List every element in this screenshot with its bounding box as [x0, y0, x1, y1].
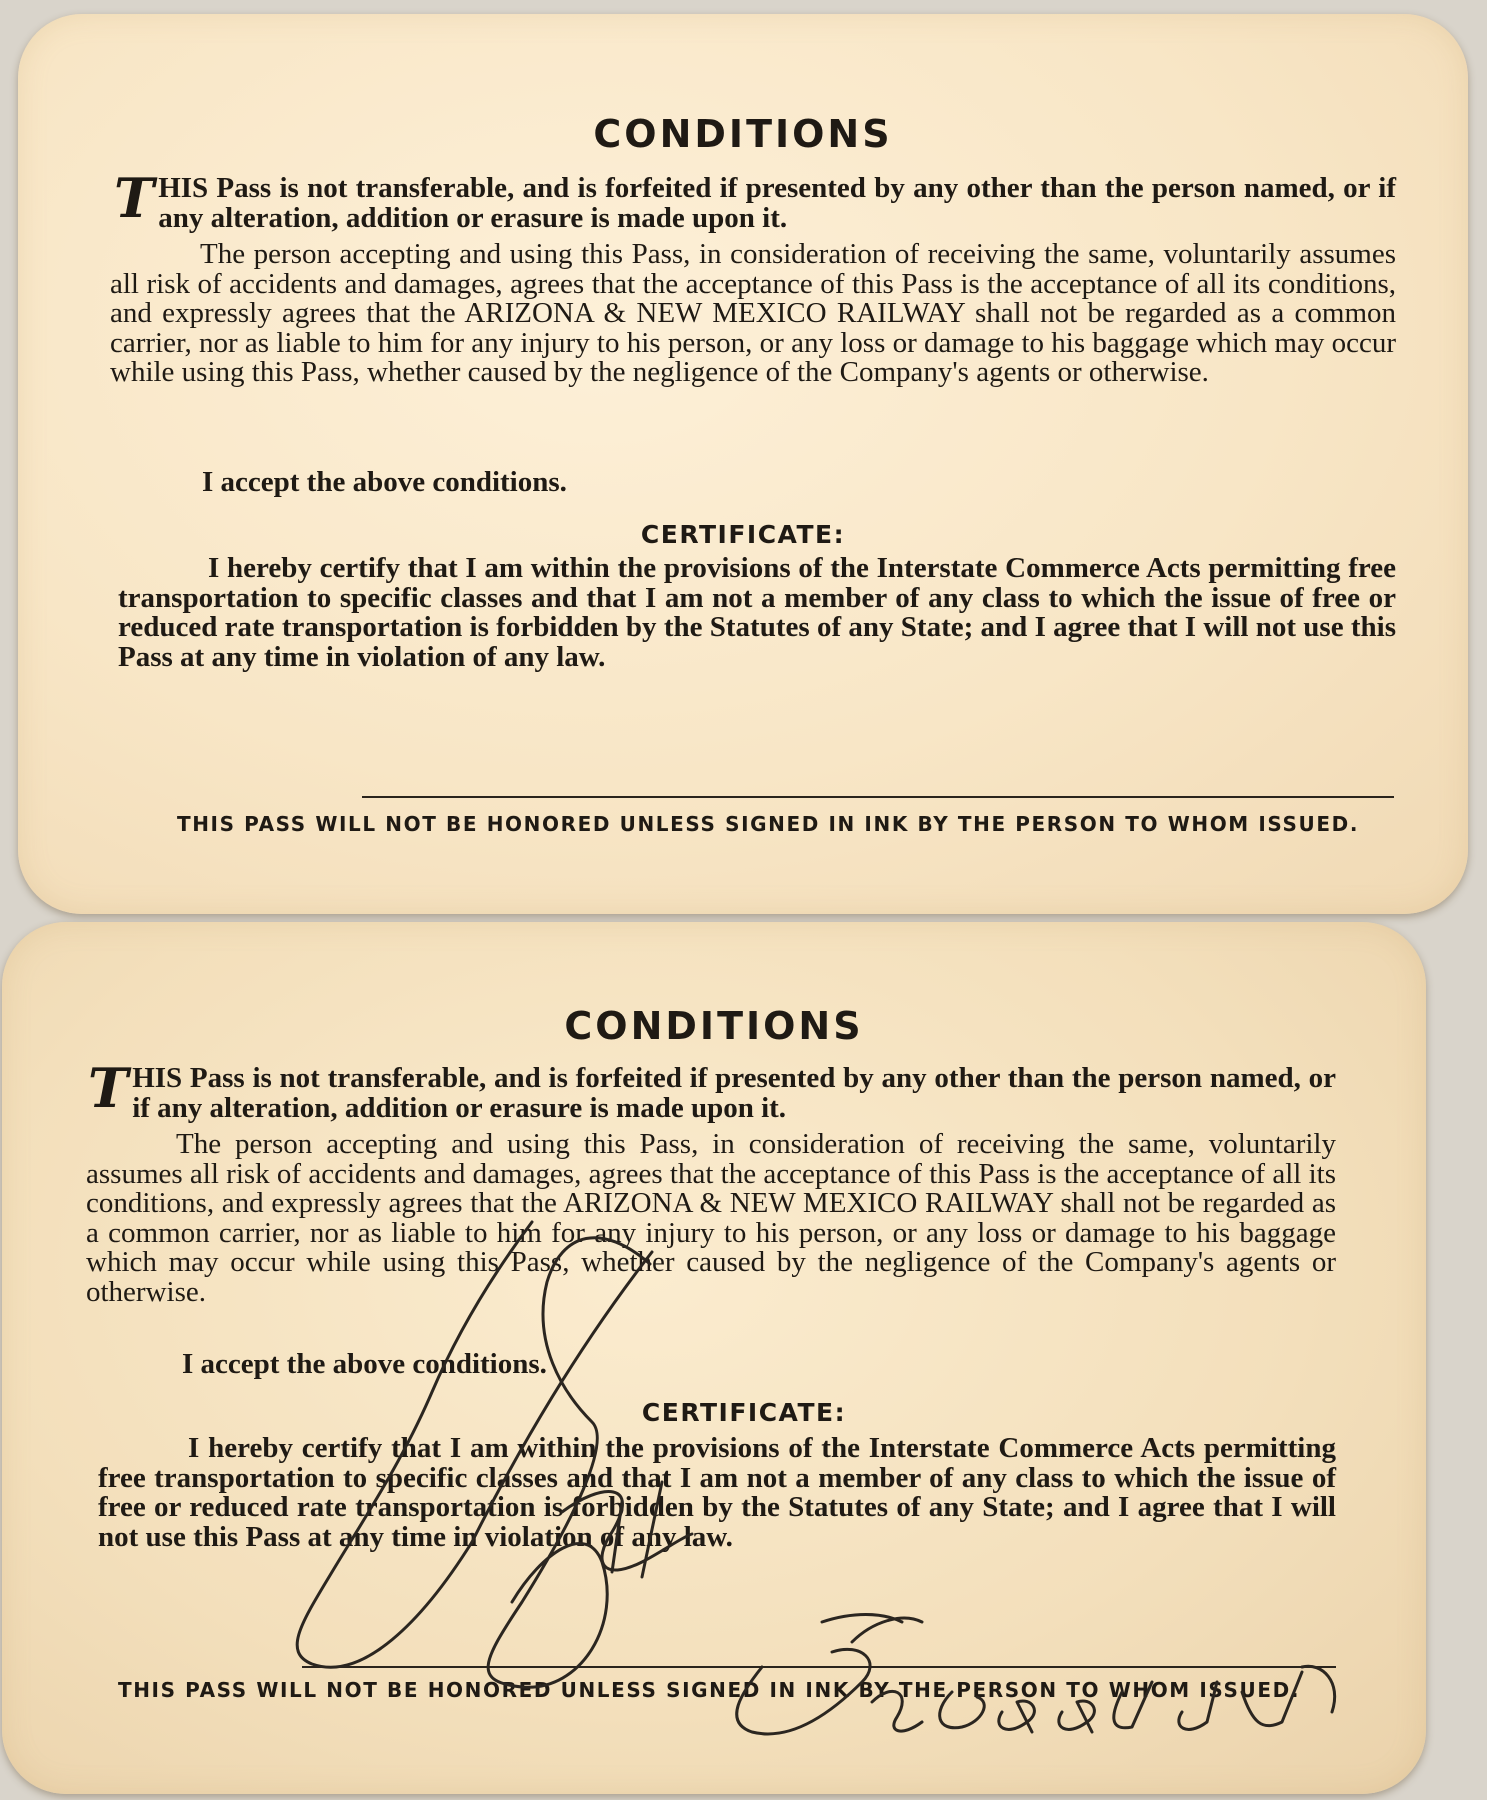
conditions-paragraph-2: The person accepting and using this Pass, in consideration of receiving the same, voluntarily assumes all risk of accidents and damages, agrees that the acceptance of this Pass is the acceptance of all its conditions, and expressly agrees that the ARIZONA & NEW MEXICO RAILWAY shall not be regarded as a common carrier, nor as liable to him for any injury to his person, or any loss or damage to his baggage which may occur while using this Pass, whether caused by the negligence of the Company's agents or otherwise.	[110, 238, 1396, 388]
certificate-heading: CERTIFICATE:	[640, 520, 846, 549]
accept-statement: I accept the above conditions.	[202, 466, 567, 498]
drop-cap: T	[114, 166, 155, 230]
pass-card-top	[18, 14, 1468, 914]
conditions-heading: CONDITIONS	[593, 112, 893, 156]
footer-notice: THIS PASS WILL NOT BE HONORED UNLESS SIGNED IN INK BY THE PERSON TO WHOM ISSUED.	[117, 1678, 1301, 1702]
certificate-text: I hereby certify that I am within the provisions of the Interstate Commerce Acts permitting free transportation to specific classes and that I am not a member of any class to which the issue of free or reduced rate transportation is forbidden by the Statutes of any State; and I agree that I will not use this Pass at any time in violation of any law.	[98, 1432, 1336, 1553]
certificate-heading: CERTIFICATE:	[641, 1398, 847, 1427]
pass-card-bottom	[2, 922, 1426, 1794]
paragraph-1-text: HIS Pass is not transferable, and is forfeited if presented by any other than the person named, or if any alteration, addition or erasure is made upon it.	[158, 172, 1396, 234]
conditions-heading: CONDITIONS	[564, 1004, 864, 1048]
conditions-paragraph-1	[88, 1056, 1336, 1124]
paragraph-1-text: HIS Pass is not transferable, and is forfeited if presented by any other than the person named, or if any alteration, addition or erasure is made upon it.	[132, 1062, 1336, 1124]
footer-notice: THIS PASS WILL NOT BE HONORED UNLESS SIGNED IN INK BY THE PERSON TO WHOM ISSUED.	[176, 812, 1360, 836]
drop-cap: T	[88, 1056, 129, 1120]
accept-statement: I accept the above conditions.	[182, 1348, 547, 1380]
conditions-paragraph-1	[114, 166, 1396, 234]
conditions-paragraph-2: The person accepting and using this Pass, in consideration of receiving the same, voluntarily assumes all risk of accidents and damages, agrees that the acceptance of this Pass is the acceptance of all its conditions, and expressly agrees that the ARIZONA & NEW MEXICO RAILWAY shall not be regarded as a common carrier, nor as liable to him for any injury to his person, or any loss or damage to his baggage which may occur while using this Pass, whether caused by the negligence of the Company's agents or otherwise.	[86, 1128, 1336, 1308]
certificate-text: I hereby certify that I am within the provisions of the Interstate Commerce Acts permitting free transportation to specific classes and that I am not a member of any class to which the issue of free or reduced rate transportation is forbidden by the Statutes of any State; and I agree that I will not use this Pass at any time in violation of any law.	[118, 552, 1396, 673]
signature-line	[362, 796, 1394, 798]
signature-line	[302, 1666, 1336, 1668]
